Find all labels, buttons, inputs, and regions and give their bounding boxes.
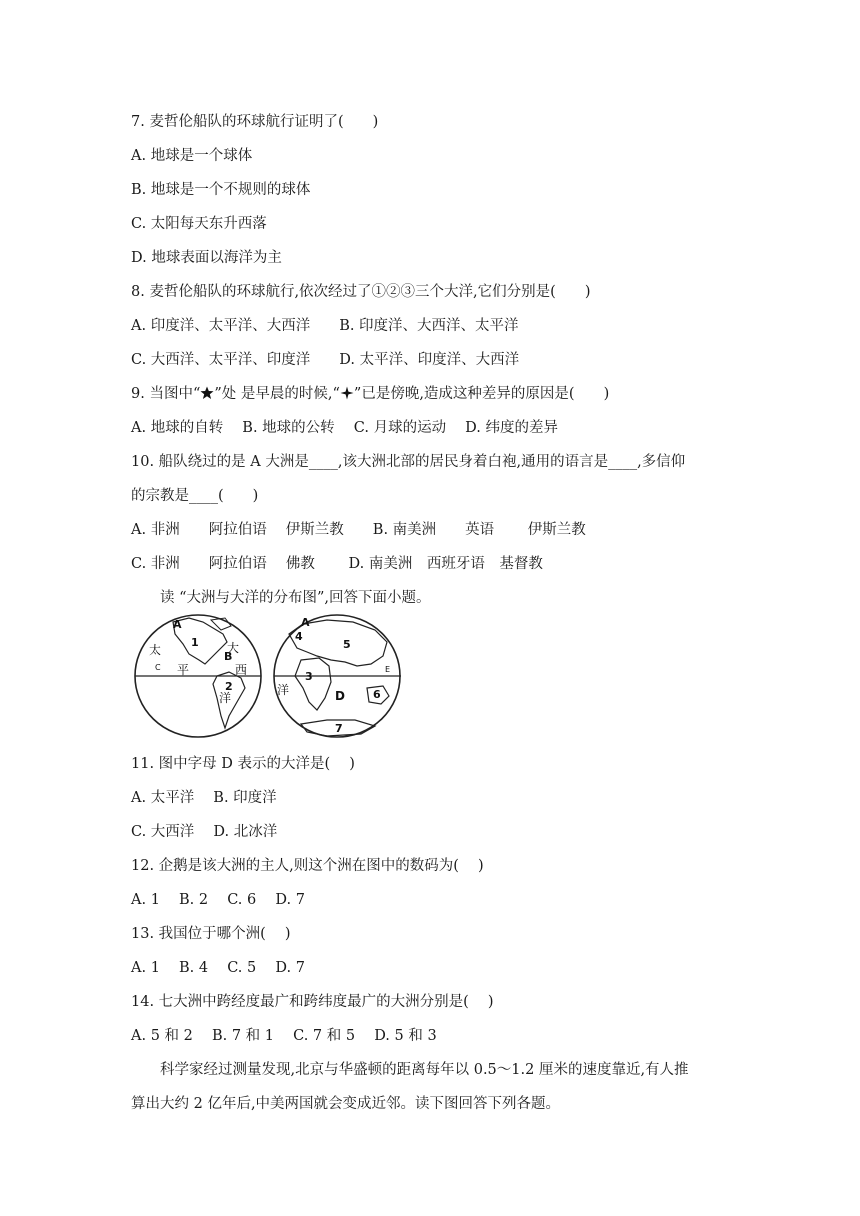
map-intro: 读 “大洲与大洋的分布图”,回答下面小题。: [160, 590, 431, 606]
west-ocean-char-5: 洋: [219, 691, 232, 705]
q10-options-cd: C. 非洲 阿拉伯语 佛教 D. 南美洲 西班牙语 基督教: [131, 556, 543, 572]
west-letter-b: B: [224, 650, 233, 663]
east-number-7: 7: [335, 722, 343, 735]
west-letter-a: A: [173, 618, 182, 631]
east-letter-d: D: [335, 689, 345, 703]
q8-options-cd: C. 大西洋、太平洋、印度洋 D. 太平洋、印度洋、大西洋: [131, 352, 520, 368]
west-ocean-char-1: 太: [149, 643, 162, 657]
q7-stem: 7. 麦哲伦船队的环球航行证明了( ): [131, 114, 379, 130]
q11-options-cd: C. 大西洋 D. 北冰洋: [131, 824, 278, 840]
east-ocean-char: 洋: [277, 683, 290, 697]
q12-stem: 12. 企鹅是该大洲的主人,则这个洲在图中的数码为( ): [131, 858, 484, 874]
east-number-6: 6: [373, 688, 381, 701]
q7-option-c: C. 太阳每天东升西落: [131, 216, 267, 232]
west-ocean-char-4: 西: [235, 663, 248, 677]
q7-option-d: D. 地球表面以海洋为主: [131, 250, 282, 266]
east-letter-e: E: [385, 665, 391, 674]
final-intro-line2: 算出大约 2 亿年后,中美两国就会变成近邻。读下图回答下列各题。: [131, 1096, 561, 1112]
west-number-2: 2: [225, 680, 233, 693]
q13-options: A. 1 B. 4 C. 5 D. 7: [131, 960, 305, 976]
eastern-hemisphere: [274, 615, 401, 737]
four-point-star-icon: [340, 386, 354, 406]
q8-stem: 8. 麦哲伦船队的环球航行,依次经过了①②③三个大洋,它们分别是( ): [131, 284, 591, 300]
q11-stem: 11. 图中字母 D 表示的大洋是( ): [131, 756, 355, 772]
east-number-4: 4: [295, 630, 303, 643]
west-number-1: 1: [191, 636, 199, 649]
q9-stem-part1: 9. 当图中“: [131, 386, 201, 402]
q10-stem-line1: 10. 船队绕过的是 A 大洲是____,该大洲北部的居民身着白袍,通用的语言是____,多信仰: [131, 454, 686, 470]
east-number-3: 3: [305, 670, 313, 683]
q7-option-a: A. 地球是一个球体: [131, 148, 253, 164]
west-ocean-char-2: 平: [177, 663, 190, 677]
west-ocean-char-3: 大: [227, 641, 240, 655]
q7-option-b: B. 地球是一个不规则的球体: [131, 182, 311, 198]
q8-options-ab: A. 印度洋、太平洋、大西洋 B. 印度洋、大西洋、太平洋: [131, 318, 519, 334]
q9-stem-part2: ”处 是早晨的时候,“: [214, 386, 340, 402]
q10-stem-line2: 的宗教是____( ): [131, 488, 259, 504]
q9-stem-part3: ”已是傍晚,造成这种差异的原因是( ): [353, 386, 610, 402]
q9-stem: [131, 384, 609, 406]
q10-options-ab: A. 非洲 阿拉伯语 伊斯兰教 B. 南美洲 英语 伊斯兰教: [131, 522, 586, 538]
final-intro-line1: 科学家经过测量发现,北京与华盛顿的距离每年以 0.5～1.2 厘米的速度靠近,有人推: [160, 1062, 689, 1078]
east-letter-a: A: [301, 616, 310, 629]
west-letter-c: C: [155, 663, 161, 672]
continents-oceans-map: [131, 612, 404, 740]
q13-stem: 13. 我国位于哪个洲( ): [131, 926, 291, 942]
q14-stem: 14. 七大洲中跨经度最广和跨纬度最广的大洲分别是( ): [131, 994, 494, 1010]
q11-options-ab: A. 太平洋 B. 印度洋: [131, 790, 277, 806]
q14-options: A. 5 和 2 B. 7 和 1 C. 7 和 5 D. 5 和 3: [131, 1028, 437, 1044]
q9-options: A. 地球的自转 B. 地球的公转 C. 月球的运动 D. 纬度的差异: [131, 420, 559, 436]
east-number-5: 5: [343, 638, 351, 651]
five-point-star-icon: [200, 386, 214, 406]
western-hemisphere: [135, 615, 261, 737]
q12-options: A. 1 B. 2 C. 6 D. 7: [131, 892, 305, 908]
